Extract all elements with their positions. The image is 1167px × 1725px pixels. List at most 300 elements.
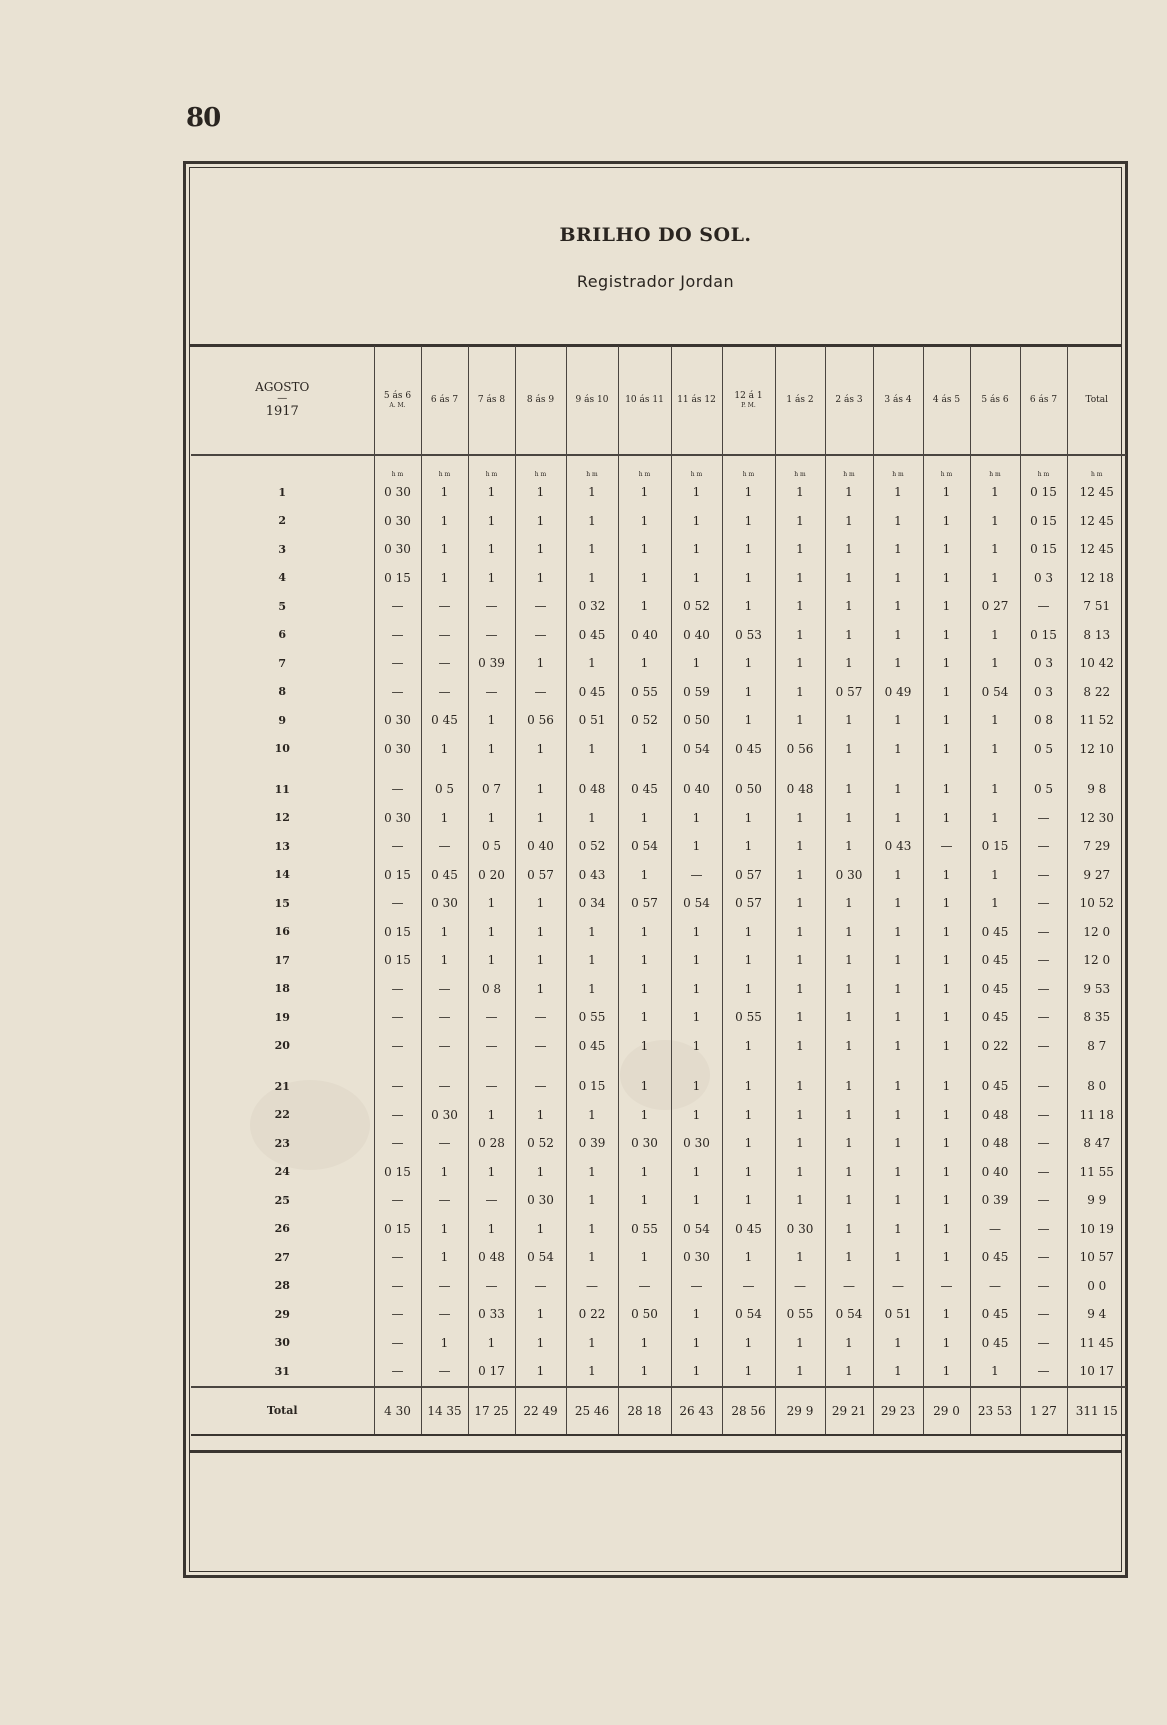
hour-cell: 1 (618, 861, 671, 890)
hour-cell: 1 (923, 1072, 970, 1101)
day-cell: 12 (274, 811, 290, 825)
day-cell: 24 (274, 1165, 290, 1179)
page-number: 80 (186, 103, 221, 133)
hour-cell: 0 15 (1020, 478, 1067, 507)
hour-cell: 1 (775, 861, 825, 890)
hour-cell: 0 52 (566, 832, 618, 861)
hour-cell: — (1020, 1186, 1067, 1215)
hour-cell: 0 30 (374, 735, 421, 764)
hour-cell: 1 (421, 507, 468, 536)
hour-cell: 0 15 (374, 918, 421, 947)
hour-cell: 1 (873, 735, 923, 764)
hour-cell: 0 45 (970, 1003, 1020, 1032)
day-cell: 14 (274, 868, 290, 882)
table-row (191, 564, 1126, 593)
hour-cell: 1 (671, 1158, 722, 1187)
hour-cell: — (374, 1101, 421, 1130)
column-header: 5 ás 6 A. M. (374, 346, 421, 455)
hour-cell: — (374, 1032, 421, 1061)
hour-cell: — (671, 861, 722, 890)
hour-cell: 1 (722, 1032, 775, 1061)
hour-cell: 1 (468, 1329, 515, 1358)
hour-cell: 1 (923, 975, 970, 1004)
hour-cell: 1 (722, 975, 775, 1004)
hour-cell: 1 (618, 564, 671, 593)
day-cell: 29 (274, 1307, 290, 1321)
hour-cell: 1 (775, 918, 825, 947)
row-total-cell: 12 45 (1067, 535, 1126, 564)
hour-cell: 0 8 (468, 975, 515, 1004)
hour-cell: 1 (515, 735, 566, 764)
hour-cell: 1 (775, 621, 825, 650)
hour-cell: 1 (618, 1032, 671, 1061)
decade-gap (191, 763, 1126, 775)
hour-cell: 1 (722, 507, 775, 536)
table-heading (190, 168, 1121, 347)
hour-cell: 1 (618, 735, 671, 764)
hour-cell: 0 22 (566, 1300, 618, 1329)
units-blank (191, 455, 374, 478)
hour-cell: 1 (923, 649, 970, 678)
hour-cell: 0 55 (618, 1215, 671, 1244)
hour-cell: 1 (923, 535, 970, 564)
hour-cell: — (923, 832, 970, 861)
hour-cell: 1 (468, 735, 515, 764)
table-row (191, 832, 1126, 861)
hour-cell: 1 (825, 706, 873, 735)
hour-cell: 1 (775, 649, 825, 678)
hour-cell: 0 30 (374, 804, 421, 833)
hour-cell: 1 (873, 861, 923, 890)
hour-cell: 1 (566, 507, 618, 536)
hour-cell: — (374, 775, 421, 804)
hour-cell: 1 (923, 621, 970, 650)
day-cell: 8 (278, 685, 287, 699)
hour-cell: 1 (421, 1329, 468, 1358)
hour-cell: 1 (618, 592, 671, 621)
hour-cell: 1 (825, 535, 873, 564)
column-total-cell: 25 46 (566, 1387, 618, 1435)
hour-cell: 1 (825, 946, 873, 975)
hour-cell: 1 (468, 478, 515, 507)
hour-cell: 0 8 (1020, 706, 1067, 735)
hour-cell: 1 (515, 478, 566, 507)
hour-cell: 0 52 (671, 592, 722, 621)
hour-cell: 1 (618, 535, 671, 564)
hour-cell: 1 (468, 564, 515, 593)
hour-cell: 1 (970, 621, 1020, 650)
hour-cell: 1 (825, 889, 873, 918)
hour-cell: 0 45 (421, 861, 468, 890)
hour-cell: 1 (515, 975, 566, 1004)
hour-cell: 1 (873, 621, 923, 650)
table-row (191, 1243, 1126, 1272)
hour-cell: 1 (775, 946, 825, 975)
hour-cell: 1 (923, 1329, 970, 1358)
hour-cell: 1 (671, 1101, 722, 1130)
row-total-cell: 9 4 (1067, 1300, 1126, 1329)
hour-cell: 0 32 (566, 592, 618, 621)
hour-cell: 1 (618, 1158, 671, 1187)
column-total-cell: 29 21 (825, 1387, 873, 1435)
day-cell: 30 (274, 1336, 290, 1350)
hour-cell: 1 (775, 804, 825, 833)
column-total-cell: 28 18 (618, 1387, 671, 1435)
unit-label: h m (618, 455, 671, 478)
hour-cell: 1 (515, 1158, 566, 1187)
hour-cell: — (1020, 1215, 1067, 1244)
column-header: 6 ás 7 (1020, 346, 1067, 455)
hour-cell: 1 (515, 1329, 566, 1358)
day-cell: 15 (274, 896, 290, 910)
table-row (191, 678, 1126, 707)
hour-cell: 0 5 (1020, 735, 1067, 764)
day-cell: 26 (274, 1222, 290, 1236)
hour-cell: 0 30 (825, 861, 873, 890)
hour-cell: — (374, 1329, 421, 1358)
hour-cell: 1 (421, 946, 468, 975)
hour-cell: 1 (775, 832, 825, 861)
hour-cell: 1 (671, 1357, 722, 1387)
hour-cell: 1 (775, 1357, 825, 1387)
hour-cell: 1 (825, 621, 873, 650)
hour-cell: 1 (468, 507, 515, 536)
row-total-cell: 12 30 (1067, 804, 1126, 833)
hour-cell: 1 (566, 1101, 618, 1130)
hour-cell: — (374, 975, 421, 1004)
day-cell: 9 (278, 713, 287, 727)
hour-cell: 0 3 (1020, 649, 1067, 678)
hour-cell: 1 (775, 1129, 825, 1158)
hour-cell: 1 (873, 706, 923, 735)
hour-cell: 1 (421, 1215, 468, 1244)
hour-cell: 0 40 (970, 1158, 1020, 1187)
hour-cell: — (566, 1272, 618, 1301)
hour-cell: 1 (873, 1032, 923, 1061)
hour-cell: 0 51 (566, 706, 618, 735)
hour-cell: 1 (722, 1329, 775, 1358)
hour-cell: 1 (873, 564, 923, 593)
hour-cell: — (374, 678, 421, 707)
hour-cell: 0 40 (618, 621, 671, 650)
hour-cell: 1 (825, 832, 873, 861)
hour-cell: 1 (775, 507, 825, 536)
row-total-cell: 10 17 (1067, 1357, 1126, 1387)
row-total-cell: 8 0 (1067, 1072, 1126, 1101)
day-cell: 16 (274, 925, 290, 939)
hour-cell: 1 (873, 478, 923, 507)
hour-cell: 0 15 (970, 832, 1020, 861)
hour-cell: 1 (970, 478, 1020, 507)
table-row (191, 1101, 1126, 1130)
hour-cell: — (1020, 946, 1067, 975)
hour-cell: 0 54 (825, 1300, 873, 1329)
hour-cell: 1 (618, 946, 671, 975)
hour-cell: 1 (671, 832, 722, 861)
hour-cell: — (374, 889, 421, 918)
hour-cell: 1 (825, 1357, 873, 1387)
hour-cell: 1 (618, 1003, 671, 1032)
hour-cell: 0 54 (722, 1300, 775, 1329)
unit-label: h m (1067, 455, 1126, 478)
hour-cell: 1 (873, 1003, 923, 1032)
hour-cell: 0 43 (873, 832, 923, 861)
hour-cell: — (1020, 832, 1067, 861)
hour-cell: 1 (618, 1101, 671, 1130)
row-total-cell: 7 51 (1067, 592, 1126, 621)
table-row (191, 735, 1126, 764)
hour-cell: 1 (825, 649, 873, 678)
row-total-cell: 8 35 (1067, 1003, 1126, 1032)
day-cell: 4 (278, 571, 287, 585)
hour-cell: 1 (923, 1357, 970, 1387)
hour-cell: — (1020, 804, 1067, 833)
hour-cell: 0 56 (775, 735, 825, 764)
column-header: 1 ás 2 (775, 346, 825, 455)
hour-cell: 0 40 (671, 775, 722, 804)
hour-cell: 0 15 (374, 1215, 421, 1244)
table-row (191, 1357, 1126, 1387)
hour-cell: 1 (421, 1243, 468, 1272)
hour-cell: 0 15 (374, 861, 421, 890)
hour-cell: 1 (671, 804, 722, 833)
hour-cell: — (775, 1272, 825, 1301)
hour-cell: 0 45 (970, 1329, 1020, 1358)
hour-cell: 0 45 (970, 1243, 1020, 1272)
hour-cell: 1 (775, 1003, 825, 1032)
hour-cell: 1 (825, 1003, 873, 1032)
hour-cell: 0 56 (515, 706, 566, 735)
hour-cell: — (515, 1032, 566, 1061)
column-header: 10 ás 11 (618, 346, 671, 455)
table-row (191, 1329, 1126, 1358)
hour-cell: 0 49 (873, 678, 923, 707)
hour-cell: 1 (873, 535, 923, 564)
table-row (191, 1158, 1126, 1187)
hour-cell: 1 (722, 1158, 775, 1187)
hour-cell: 1 (970, 889, 1020, 918)
hour-cell: 1 (515, 775, 566, 804)
hour-cell: 1 (566, 918, 618, 947)
hour-cell: — (468, 678, 515, 707)
hour-cell: 1 (421, 918, 468, 947)
table-row (191, 946, 1126, 975)
hour-cell: 0 57 (618, 889, 671, 918)
hour-cell: 0 45 (722, 1215, 775, 1244)
hour-cell: 1 (618, 1243, 671, 1272)
hour-cell: — (722, 1272, 775, 1301)
hour-cell: 1 (618, 918, 671, 947)
hour-cell: — (1020, 861, 1067, 890)
hour-cell: 1 (468, 804, 515, 833)
hour-cell: 1 (468, 1215, 515, 1244)
table-row (191, 775, 1126, 804)
hour-cell: 1 (825, 1101, 873, 1130)
table-row (191, 1129, 1126, 1158)
column-total-cell: 23 53 (970, 1387, 1020, 1435)
hour-cell: — (421, 649, 468, 678)
hour-cell: — (374, 592, 421, 621)
hour-cell: 1 (566, 804, 618, 833)
hour-cell: 1 (775, 889, 825, 918)
hour-cell: 1 (970, 1357, 1020, 1387)
table-row (191, 1300, 1126, 1329)
hour-cell: 1 (923, 1003, 970, 1032)
hour-cell: 1 (970, 861, 1020, 890)
hour-cell: 1 (468, 889, 515, 918)
column-header: 8 ás 9 (515, 346, 566, 455)
hour-cell: 0 30 (775, 1215, 825, 1244)
hour-cell: 1 (722, 1186, 775, 1215)
hour-cell: 1 (515, 507, 566, 536)
day-cell: 25 (274, 1193, 290, 1207)
hour-cell: 1 (722, 592, 775, 621)
column-total-cell: 4 30 (374, 1387, 421, 1435)
hour-cell: 0 55 (722, 1003, 775, 1032)
column-header: 4 ás 5 (923, 346, 970, 455)
hour-cell: 0 30 (374, 507, 421, 536)
hour-cell: 1 (923, 1129, 970, 1158)
hour-cell: — (1020, 1329, 1067, 1358)
hour-cell: 1 (873, 1101, 923, 1130)
hour-cell: 1 (515, 649, 566, 678)
hour-cell: 1 (873, 1243, 923, 1272)
hour-cell: 0 30 (374, 535, 421, 564)
hour-cell: 0 39 (468, 649, 515, 678)
hour-cell: — (1020, 1300, 1067, 1329)
hour-cell: 1 (468, 1101, 515, 1130)
hour-cell: 1 (515, 946, 566, 975)
unit-label: h m (1020, 455, 1067, 478)
hour-cell: 1 (825, 975, 873, 1004)
hour-cell: 1 (515, 918, 566, 947)
hour-cell: 1 (515, 1101, 566, 1130)
hour-cell: 1 (775, 478, 825, 507)
table-row (191, 478, 1126, 507)
hour-cell: 1 (722, 478, 775, 507)
table-row (191, 1215, 1126, 1244)
hour-cell: 1 (923, 946, 970, 975)
hour-cell: 0 30 (515, 1186, 566, 1215)
hour-cell: 1 (970, 507, 1020, 536)
hour-cell: — (970, 1272, 1020, 1301)
hour-cell: — (421, 1300, 468, 1329)
hour-cell: 0 15 (1020, 535, 1067, 564)
hour-cell: 0 54 (515, 1243, 566, 1272)
hour-cell: — (1020, 1129, 1067, 1158)
hour-cell: 1 (873, 975, 923, 1004)
hour-cell: 1 (775, 678, 825, 707)
hour-cell: 1 (825, 1215, 873, 1244)
hour-cell: 1 (671, 946, 722, 975)
table-row (191, 1003, 1126, 1032)
hour-cell: 0 52 (618, 706, 671, 735)
hour-cell: — (421, 1032, 468, 1061)
hour-cell: 1 (873, 1215, 923, 1244)
hour-cell: 1 (825, 1243, 873, 1272)
hour-cell: 1 (671, 535, 722, 564)
day-cell: 7 (278, 656, 287, 670)
hour-cell: 1 (421, 564, 468, 593)
hour-cell: 1 (825, 507, 873, 536)
hour-cell: 0 59 (671, 678, 722, 707)
row-total-cell: 11 52 (1067, 706, 1126, 735)
column-header: 11 ás 12 (671, 346, 722, 455)
hour-cell: 1 (515, 804, 566, 833)
hour-cell: — (1020, 592, 1067, 621)
hour-cell: 0 30 (374, 478, 421, 507)
hour-cell: — (421, 1129, 468, 1158)
hour-cell: 1 (722, 832, 775, 861)
column-total-cell: 28 56 (722, 1387, 775, 1435)
hour-cell: — (421, 1357, 468, 1387)
row-total-cell: 10 19 (1067, 1215, 1126, 1244)
hour-cell: 1 (970, 804, 1020, 833)
hour-cell: 1 (825, 775, 873, 804)
hour-cell: 1 (671, 1003, 722, 1032)
hour-cell: 1 (775, 1243, 825, 1272)
hour-cell: 0 45 (970, 946, 1020, 975)
column-total-cell: 26 43 (671, 1387, 722, 1435)
column-header: 7 ás 8 (468, 346, 515, 455)
hour-cell: 1 (722, 946, 775, 975)
hour-cell: — (468, 1032, 515, 1061)
column-header: 9 ás 10 (566, 346, 618, 455)
hour-cell: — (618, 1272, 671, 1301)
hour-cell: 1 (722, 678, 775, 707)
hour-cell: — (970, 1215, 1020, 1244)
table-body (191, 455, 1126, 1387)
hour-cell: 1 (618, 1072, 671, 1101)
hour-cell: 0 27 (970, 592, 1020, 621)
hour-cell: 1 (468, 706, 515, 735)
column-total-cell: 29 9 (775, 1387, 825, 1435)
hour-cell: 0 53 (722, 621, 775, 650)
total-column-header: Total (1067, 346, 1126, 455)
hour-cell: — (374, 621, 421, 650)
hour-cell: 0 5 (421, 775, 468, 804)
hour-cell: 1 (775, 564, 825, 593)
hour-cell: — (421, 1003, 468, 1032)
hour-cell: 0 45 (970, 975, 1020, 1004)
row-total-cell: 8 47 (1067, 1129, 1126, 1158)
hour-cell: 1 (722, 535, 775, 564)
hour-cell: — (1020, 975, 1067, 1004)
day-cell: 22 (274, 1108, 290, 1122)
hour-cell: 0 30 (671, 1129, 722, 1158)
hour-cell: 0 15 (374, 564, 421, 593)
hour-cell: — (825, 1272, 873, 1301)
hour-cell: 1 (618, 1357, 671, 1387)
column-total-cell: 17 25 (468, 1387, 515, 1435)
column-total-cell: 22 49 (515, 1387, 566, 1435)
totals-row (191, 1387, 1126, 1435)
hour-cell: 1 (468, 946, 515, 975)
hour-cell: 1 (923, 478, 970, 507)
row-total-cell: 8 13 (1067, 621, 1126, 650)
hour-cell: — (374, 1272, 421, 1301)
row-total-cell: 9 53 (1067, 975, 1126, 1004)
hour-cell: — (374, 649, 421, 678)
hour-cell: 1 (421, 1158, 468, 1187)
hour-cell: — (468, 592, 515, 621)
hour-cell: 1 (970, 706, 1020, 735)
hour-cell: — (421, 975, 468, 1004)
hour-cell: 1 (825, 1129, 873, 1158)
hour-cell: 1 (618, 804, 671, 833)
hour-cell: 1 (566, 975, 618, 1004)
hour-cell: 1 (671, 975, 722, 1004)
